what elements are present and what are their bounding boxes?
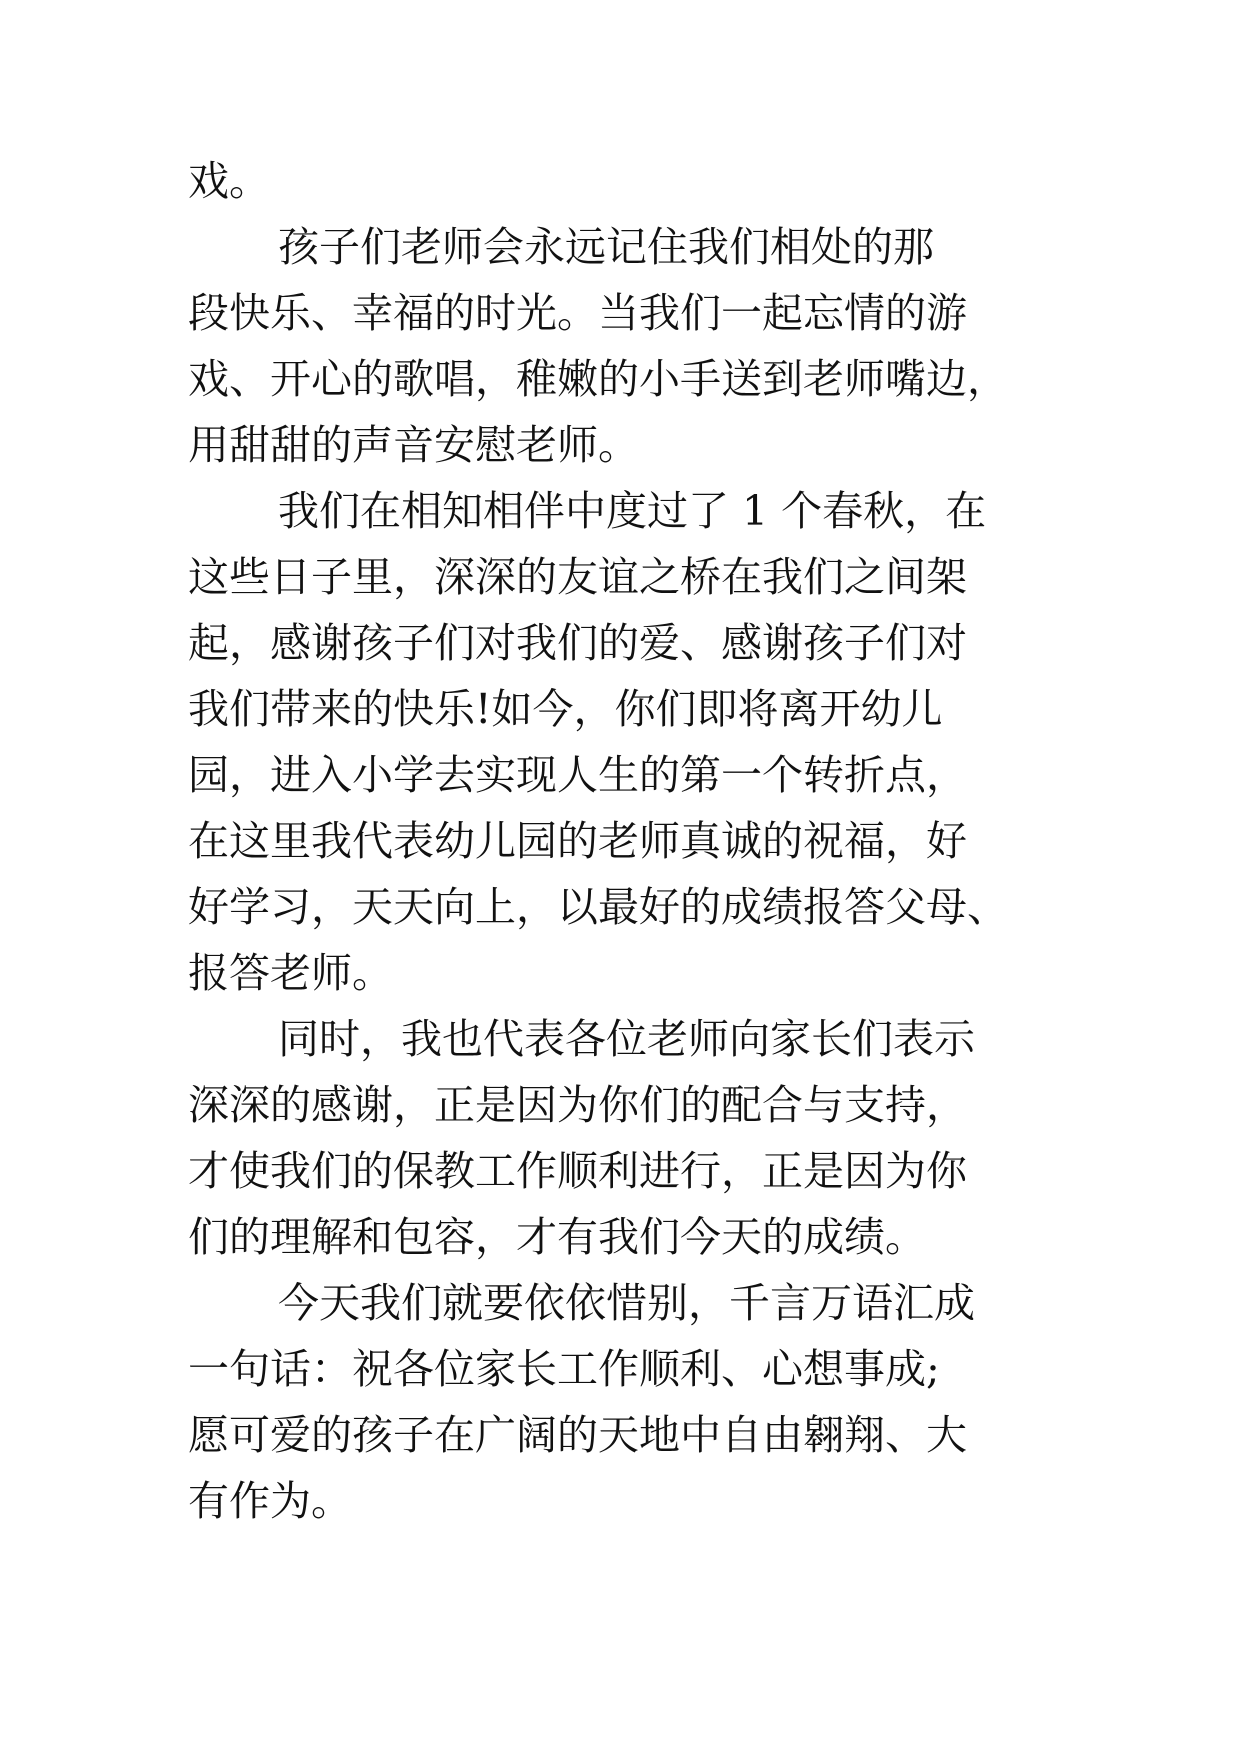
text-line: 好学习，天天向上，以最好的成绩报答父母、 (188, 883, 1008, 931)
text-line: 我们在相知相伴中度过了 1 个春秋，在 (278, 487, 987, 535)
text-line: 戏、开心的歌唱，稚嫩的小手送到老师嘴边， (188, 355, 1008, 403)
text-line: 用甜甜的声音安慰老师。 (188, 421, 639, 469)
text-line: 才使我们的保教工作顺利进行，正是因为你 (188, 1147, 967, 1195)
text-line: 园，进入小学去实现人生的第一个转折点， (188, 751, 967, 799)
text-line: 同时，我也代表各位老师向家长们表示 (278, 1015, 975, 1063)
text-line: 报答老师。 (188, 949, 393, 997)
text-line: 们的理解和包容，才有我们今天的成绩。 (188, 1213, 926, 1261)
text-line: 孩子们老师会永远记住我们相处的那 (278, 223, 934, 271)
text-line: 有作为。 (188, 1477, 352, 1525)
text-line: 愿可爱的孩子在广阔的天地中自由翱翔、大 (188, 1411, 967, 1459)
body-text (188, 148, 1068, 1534)
text-line: 起，感谢孩子们对我们的爱、感谢孩子们对 (188, 619, 967, 667)
text-line: 段快乐、幸福的时光。当我们一起忘情的游 (188, 289, 967, 337)
text-line: 深深的感谢，正是因为你们的配合与支持， (188, 1081, 967, 1129)
text-line: 我们带来的快乐!如今，你们即将离开幼儿 (188, 685, 943, 733)
text-line: 这些日子里，深深的友谊之桥在我们之间架 (188, 553, 967, 601)
text-line: 戏。 (188, 157, 270, 205)
text-line: 今天我们就要依依惜别，千言万语汇成 (278, 1279, 975, 1327)
text-line: 在这里我代表幼儿园的老师真诚的祝福，好 (188, 817, 967, 865)
text-line: 一句话：祝各位家长工作顺利、心想事成; (188, 1345, 940, 1393)
